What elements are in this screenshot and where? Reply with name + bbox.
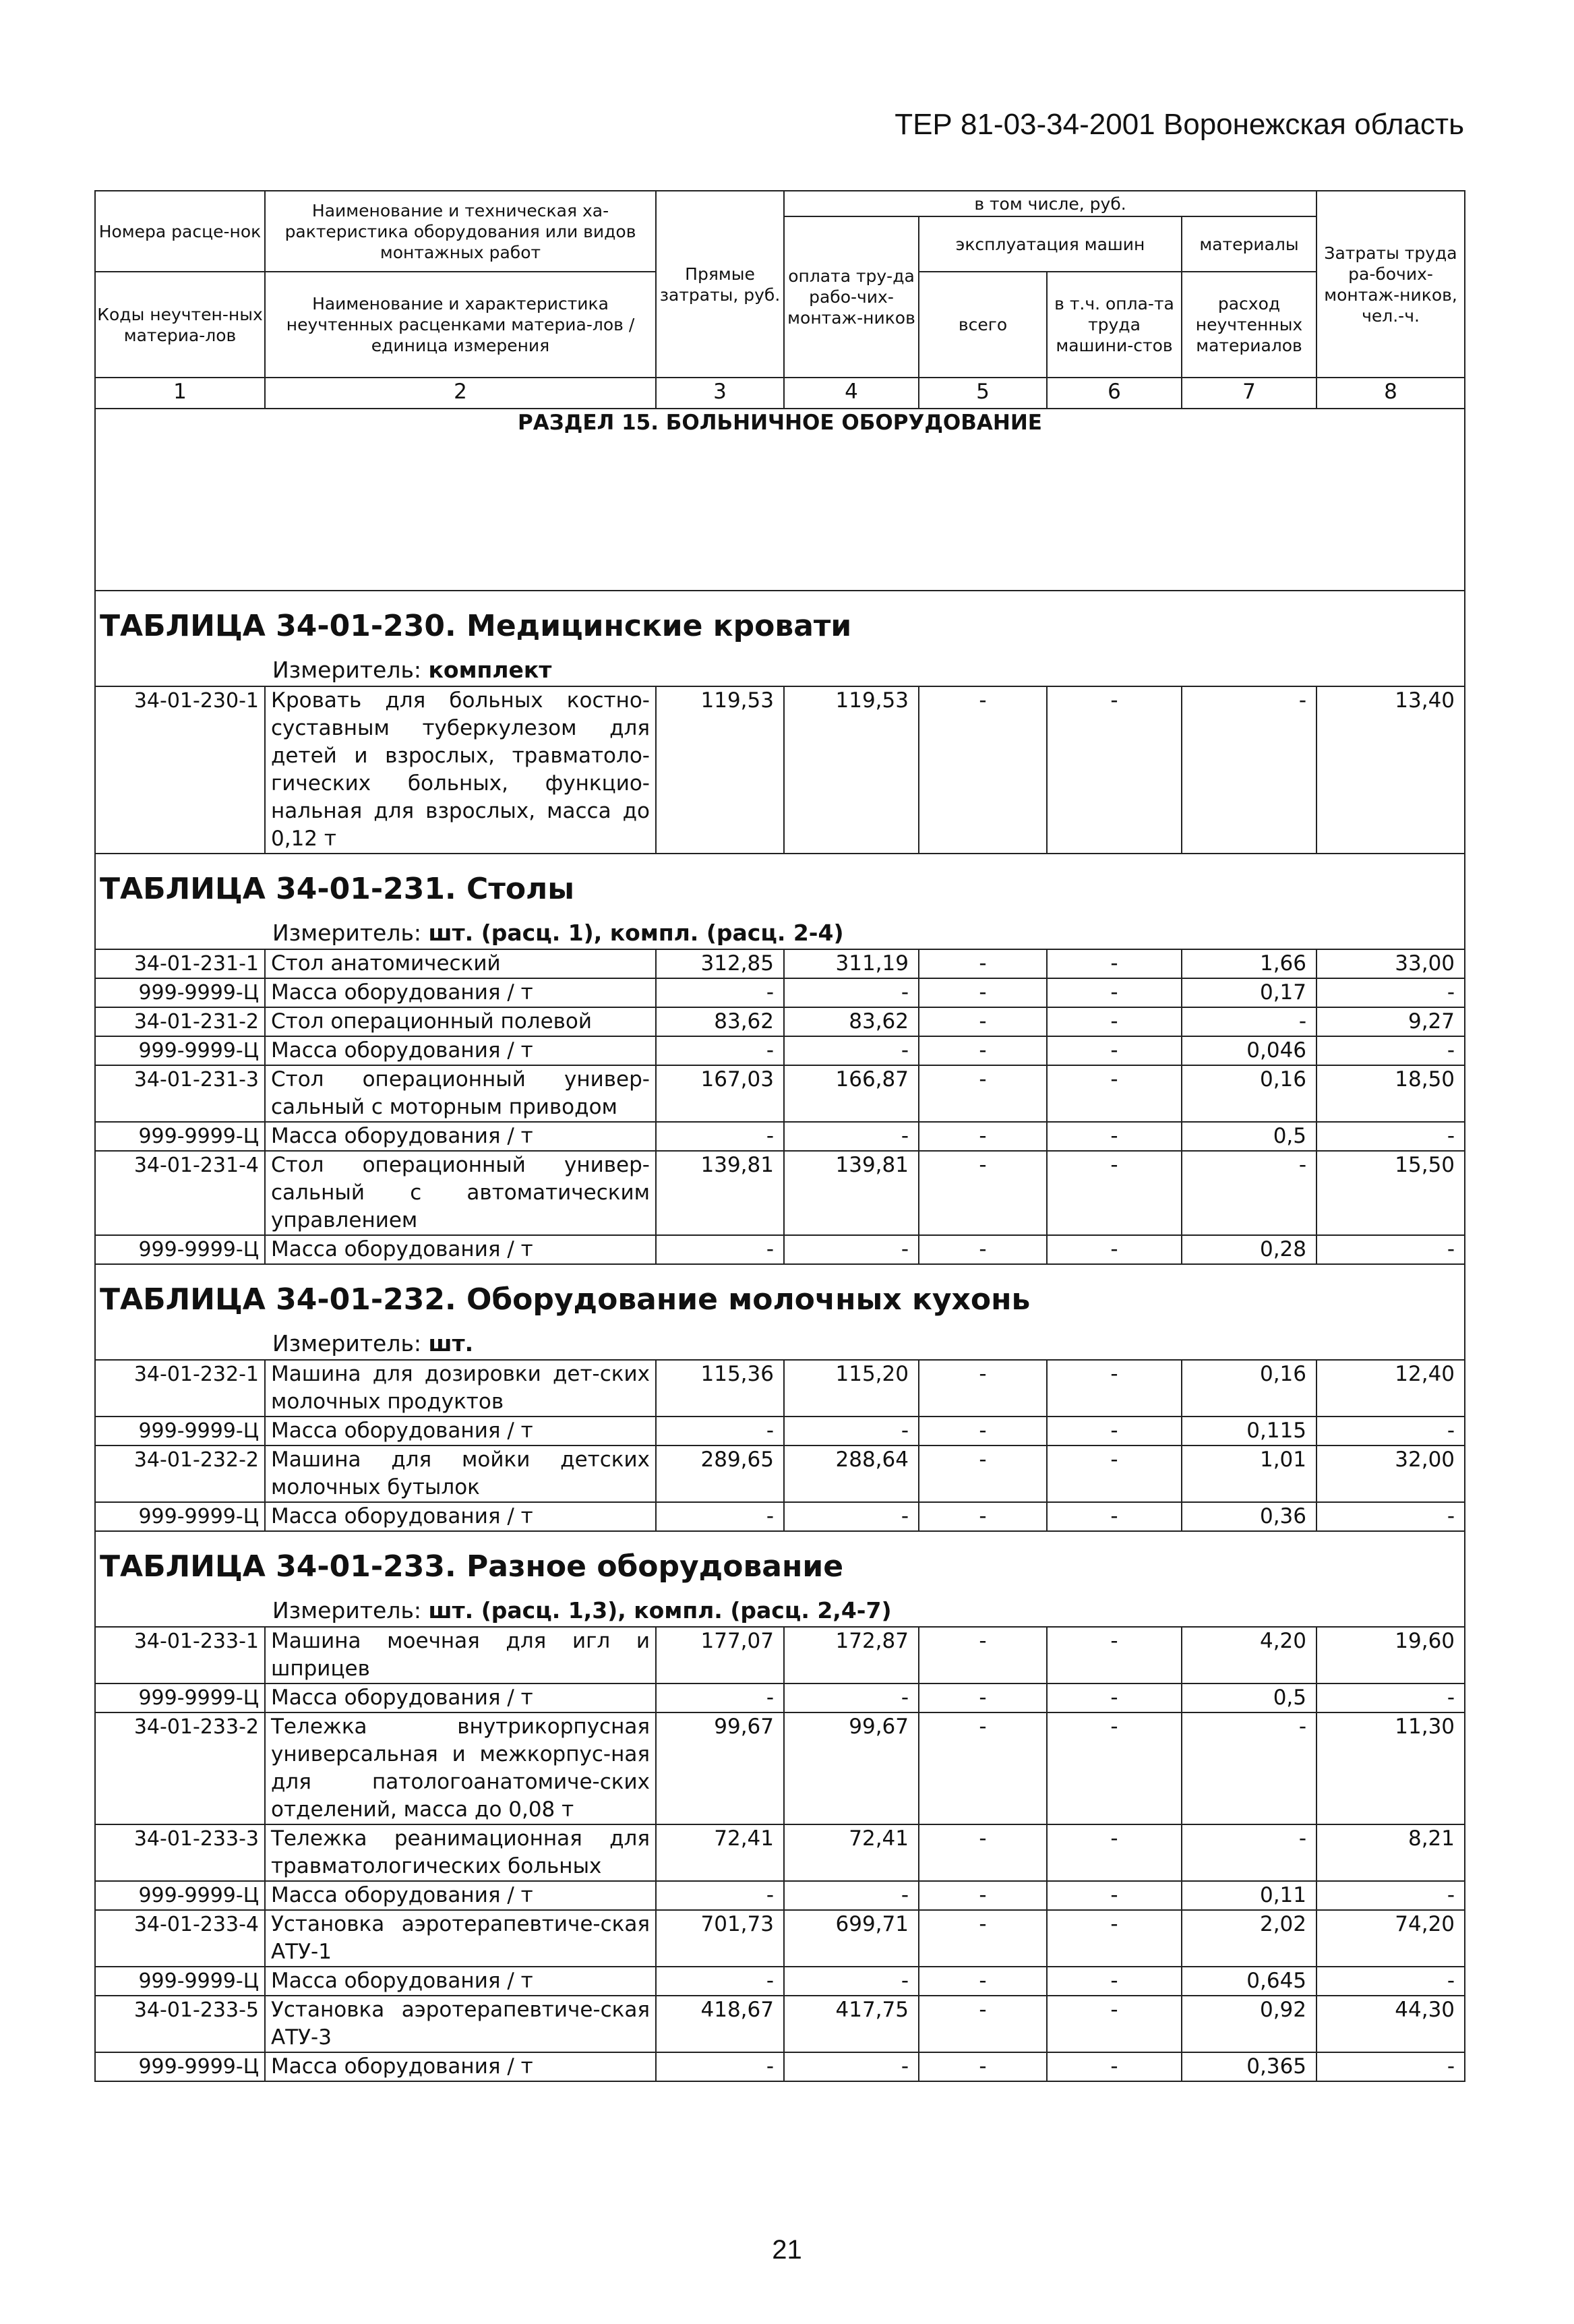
rate-code: 999-9999-Ц [95, 1881, 265, 1910]
item-name: Тележка реанимационная для травматологических больных [265, 1824, 656, 1881]
table-row [95, 2052, 1465, 2081]
machinists-pay: - [1047, 1417, 1182, 1446]
item-name: Масса оборудования / т [265, 1684, 656, 1712]
machinists-pay: - [1047, 1967, 1182, 1996]
labor-hours: - [1316, 978, 1465, 1007]
meter-value: комплект [428, 657, 552, 683]
direct-cost: - [656, 978, 784, 1007]
rate-code: 999-9999-Ц [95, 1122, 265, 1151]
meter-prefix: Измеритель: [272, 920, 429, 946]
table-row [95, 1824, 1465, 1881]
direct-cost: - [656, 1036, 784, 1065]
table-row [95, 1712, 1465, 1824]
labor-pay: - [784, 1235, 919, 1264]
direct-cost: - [656, 1122, 784, 1151]
machinists-pay: - [1047, 1151, 1182, 1235]
labor-hours: - [1316, 1122, 1465, 1151]
item-name: Масса оборудования / т [265, 2052, 656, 2081]
machines-header: эксплуатация машин [919, 216, 1182, 272]
direct-cost: - [656, 2052, 784, 2081]
rate-code: 999-9999-Ц [95, 1235, 265, 1264]
rate-code: 34-01-233-2 [95, 1712, 265, 1824]
col-number: 3 [656, 378, 784, 409]
rate-code: 999-9999-Ц [95, 2052, 265, 2081]
machines-total: - [919, 1007, 1047, 1036]
item-name: Масса оборудования / т [265, 978, 656, 1007]
meter-prefix: Измеритель: [272, 657, 429, 683]
item-name: Машина моечная для игл и шприцев [265, 1627, 656, 1684]
labor-hours: 18,50 [1316, 1065, 1465, 1122]
labor-hours: 11,30 [1316, 1712, 1465, 1824]
labor-hours: - [1316, 1036, 1465, 1065]
machinists-pay: - [1047, 1824, 1182, 1881]
materials-usage: 0,5 [1182, 1122, 1316, 1151]
price-table [94, 190, 1465, 2082]
direct-cost: - [656, 1235, 784, 1264]
table-row [95, 1122, 1465, 1151]
item-name: Установка аэротерапевтиче-ская АТУ-3 [265, 1996, 656, 2052]
machines-total: - [919, 1036, 1047, 1065]
machinists-pay: - [1047, 1065, 1182, 1122]
direct-cost: 289,65 [656, 1446, 784, 1502]
direct-cost: 119,53 [656, 686, 784, 854]
materials-usage: 4,20 [1182, 1627, 1316, 1684]
materials-usage: 0,5 [1182, 1684, 1316, 1712]
materials-usage: - [1182, 1007, 1316, 1036]
materials-usage: 1,66 [1182, 949, 1316, 978]
meter-row [95, 1330, 1465, 1360]
machines-total: - [919, 978, 1047, 1007]
meter-cell [95, 1330, 1465, 1360]
machines-total: - [919, 949, 1047, 978]
col4-header: оплата тру-да рабо-чих-монтаж-ников [784, 216, 919, 378]
labor-pay: 166,87 [784, 1065, 919, 1122]
machines-total: - [919, 1996, 1047, 2052]
labor-pay: 99,67 [784, 1712, 919, 1824]
table-row [95, 1065, 1465, 1122]
table-title-row [95, 1531, 1465, 1597]
item-name: Масса оборудования / т [265, 1235, 656, 1264]
labor-hours: 8,21 [1316, 1824, 1465, 1881]
labor-hours: - [1316, 1967, 1465, 1996]
materials-usage: 0,36 [1182, 1502, 1316, 1531]
rate-code: 999-9999-Ц [95, 978, 265, 1007]
direct-cost: 167,03 [656, 1065, 784, 1122]
labor-pay: 115,20 [784, 1360, 919, 1417]
direct-cost: - [656, 1881, 784, 1910]
col3-header: Прямые затраты, руб. [656, 191, 784, 378]
col2-top-header: Наименование и техническая ха-рактеристика оборудования или видов монтажных работ [265, 191, 656, 272]
materials-usage: 0,365 [1182, 2052, 1316, 2081]
machines-total: - [919, 1502, 1047, 1531]
labor-pay: 288,64 [784, 1446, 919, 1502]
rate-code: 34-01-230-1 [95, 686, 265, 854]
section-row [95, 409, 1465, 591]
machinists-pay: - [1047, 1881, 1182, 1910]
labor-pay: - [784, 1122, 919, 1151]
machines-total: - [919, 1446, 1047, 1502]
page-number: 21 [772, 2235, 802, 2265]
table-row [95, 1910, 1465, 1967]
table-title-row [95, 591, 1465, 656]
meter-prefix: Измеритель: [272, 1597, 429, 1623]
machinists-pay: - [1047, 1235, 1182, 1264]
materials-usage: 0,16 [1182, 1065, 1316, 1122]
item-name: Установка аэротерапевтиче-ская АТУ-1 [265, 1910, 656, 1967]
meter-cell [95, 919, 1465, 949]
table-row [95, 686, 1465, 854]
labor-hours: 9,27 [1316, 1007, 1465, 1036]
table-row [95, 1881, 1465, 1910]
materials-usage: - [1182, 1151, 1316, 1235]
item-name: Стол анатомический [265, 949, 656, 978]
rate-code: 34-01-231-1 [95, 949, 265, 978]
direct-cost: 177,07 [656, 1627, 784, 1684]
labor-pay: 417,75 [784, 1996, 919, 2052]
machines-total: - [919, 1684, 1047, 1712]
table-row [95, 1007, 1465, 1036]
table-row [95, 1417, 1465, 1446]
table-title: ТАБЛИЦА 34-01-230. Медицинские кровати [95, 591, 1465, 656]
rate-code: 999-9999-Ц [95, 1036, 265, 1065]
labor-pay: 139,81 [784, 1151, 919, 1235]
machinists-pay: - [1047, 1502, 1182, 1531]
item-name: Кровать для больных костно-суставным туберкулезом для детей и взрослых, травматоло-гических больных, функцио-нальная для взрослых, масса до 0,12 т [265, 686, 656, 854]
rate-code: 999-9999-Ц [95, 1502, 265, 1531]
labor-hours: 13,40 [1316, 686, 1465, 854]
machinists-pay: - [1047, 949, 1182, 978]
machines-total: - [919, 1910, 1047, 1967]
materials-usage: 1,01 [1182, 1446, 1316, 1502]
table-row [95, 1967, 1465, 1996]
machinists-pay: - [1047, 1627, 1182, 1684]
document-title: ТЕР 81-03-34-2001 Воронежская область [895, 108, 1464, 141]
direct-cost: - [656, 1502, 784, 1531]
col5-header: всего [919, 272, 1047, 378]
labor-pay: - [784, 1502, 919, 1531]
materials-usage: 0,16 [1182, 1360, 1316, 1417]
machines-total: - [919, 1122, 1047, 1151]
item-name: Машина для мойки детских молочных бутылок [265, 1446, 656, 1502]
rate-code: 34-01-233-5 [95, 1996, 265, 2052]
meter-prefix: Измеритель: [272, 1330, 429, 1357]
machines-total: - [919, 1417, 1047, 1446]
direct-cost: - [656, 1967, 784, 1996]
table-title-row [95, 1264, 1465, 1330]
meter-cell [95, 656, 1465, 686]
materials-usage: 0,17 [1182, 978, 1316, 1007]
machines-total: - [919, 1360, 1047, 1417]
col-number: 5 [919, 378, 1047, 409]
rate-code: 34-01-232-1 [95, 1360, 265, 1417]
machines-total: - [919, 1627, 1047, 1684]
table-row [95, 1235, 1465, 1264]
labor-hours: - [1316, 1235, 1465, 1264]
col-number: 8 [1316, 378, 1465, 409]
table-row [95, 949, 1465, 978]
col6-header: в т.ч. опла-та труда машини-стов [1047, 272, 1182, 378]
machinists-pay: - [1047, 1360, 1182, 1417]
materials-usage: 0,92 [1182, 1996, 1316, 2052]
labor-hours: 32,00 [1316, 1446, 1465, 1502]
rate-code: 34-01-231-2 [95, 1007, 265, 1036]
col-number: 1 [95, 378, 265, 409]
table-row [95, 1151, 1465, 1235]
table-row [95, 1360, 1465, 1417]
meter-row [95, 1597, 1465, 1627]
item-name: Тележка внутрикорпусная универсальная и межкорпус-ная для патологоанатомиче-ских отделений, масса до 0,08 т [265, 1712, 656, 1824]
labor-pay: - [784, 978, 919, 1007]
direct-cost: 99,67 [656, 1712, 784, 1824]
machines-total: - [919, 1151, 1047, 1235]
col-number: 4 [784, 378, 919, 409]
labor-pay: - [784, 1881, 919, 1910]
direct-cost: 312,85 [656, 949, 784, 978]
col2-bottom-header: Наименование и характеристика неучтенных расценками материа-лов / единица измерения [265, 272, 656, 378]
labor-pay: 72,41 [784, 1824, 919, 1881]
meter-value: шт. (расц. 1,3), компл. (расц. 2,4-7) [428, 1597, 892, 1623]
labor-hours: 44,30 [1316, 1996, 1465, 2052]
header-row-1 [95, 191, 1465, 216]
machinists-pay: - [1047, 1036, 1182, 1065]
labor-hours: 33,00 [1316, 949, 1465, 978]
labor-hours: - [1316, 2052, 1465, 2081]
materials-usage: 0,28 [1182, 1235, 1316, 1264]
col7-header: расход неучтенных материалов [1182, 272, 1316, 378]
col1-top-header: Номера расце-нок [95, 191, 265, 272]
rate-code: 34-01-233-1 [95, 1627, 265, 1684]
labor-pay: - [784, 1967, 919, 1996]
rate-code: 999-9999-Ц [95, 1967, 265, 1996]
item-name: Стол операционный универ-сальный с автоматическим управлением [265, 1151, 656, 1235]
direct-cost: 139,81 [656, 1151, 784, 1235]
materials-usage: 0,11 [1182, 1881, 1316, 1910]
labor-hours: 19,60 [1316, 1627, 1465, 1684]
table-row [95, 1684, 1465, 1712]
item-name: Масса оборудования / т [265, 1881, 656, 1910]
direct-cost: 418,67 [656, 1996, 784, 2052]
materials-usage: - [1182, 1712, 1316, 1824]
machinists-pay: - [1047, 1910, 1182, 1967]
table-row [95, 978, 1465, 1007]
table-row [95, 1446, 1465, 1502]
table-row [95, 1627, 1465, 1684]
rate-code: 34-01-233-4 [95, 1910, 265, 1967]
machines-total: - [919, 1712, 1047, 1824]
meter-row [95, 919, 1465, 949]
labor-hours: 15,50 [1316, 1151, 1465, 1235]
item-name: Стол операционный универ-сальный с моторным приводом [265, 1065, 656, 1122]
table-title: ТАБЛИЦА 34-01-231. Столы [95, 854, 1465, 919]
meter-value: шт. [428, 1330, 474, 1357]
labor-hours: 74,20 [1316, 1910, 1465, 1967]
machinists-pay: - [1047, 1996, 1182, 2052]
machines-total: - [919, 2052, 1047, 2081]
machinists-pay: - [1047, 2052, 1182, 2081]
labor-hours: - [1316, 1684, 1465, 1712]
meter-cell [95, 1597, 1465, 1627]
machinists-pay: - [1047, 1007, 1182, 1036]
table-row [95, 1996, 1465, 2052]
labor-pay: 172,87 [784, 1627, 919, 1684]
item-name: Масса оборудования / т [265, 1967, 656, 1996]
item-name: Масса оборудования / т [265, 1417, 656, 1446]
labor-pay: 119,53 [784, 686, 919, 854]
table-row [95, 1036, 1465, 1065]
table-row [95, 1502, 1465, 1531]
direct-cost: - [656, 1684, 784, 1712]
table-title: ТАБЛИЦА 34-01-232. Оборудование молочных кухонь [95, 1264, 1465, 1330]
rate-code: 999-9999-Ц [95, 1417, 265, 1446]
machines-total: - [919, 1065, 1047, 1122]
materials-usage: 0,645 [1182, 1967, 1316, 1996]
item-name: Машина для дозировки дет-ских молочных продуктов [265, 1360, 656, 1417]
item-name: Масса оборудования / т [265, 1502, 656, 1531]
labor-pay: - [784, 2052, 919, 2081]
table-body [95, 191, 1465, 2081]
machinists-pay: - [1047, 1446, 1182, 1502]
section-title: РАЗДЕЛ 15. БОЛЬНИЧНОЕ ОБОРУДОВАНИЕ [95, 409, 1465, 591]
machines-total: - [919, 686, 1047, 854]
item-name: Масса оборудования / т [265, 1036, 656, 1065]
machines-total: - [919, 1235, 1047, 1264]
table-title-row [95, 854, 1465, 919]
direct-cost: - [656, 1417, 784, 1446]
machinists-pay: - [1047, 686, 1182, 854]
direct-cost: 83,62 [656, 1007, 784, 1036]
meter-row [95, 656, 1465, 686]
labor-pay: 83,62 [784, 1007, 919, 1036]
labor-hours: - [1316, 1881, 1465, 1910]
materials-usage: - [1182, 686, 1316, 854]
rate-code: 34-01-231-3 [95, 1065, 265, 1122]
materials-usage: 0,115 [1182, 1417, 1316, 1446]
labor-hours: - [1316, 1417, 1465, 1446]
machines-total: - [919, 1824, 1047, 1881]
machines-total: - [919, 1967, 1047, 1996]
machinists-pay: - [1047, 1712, 1182, 1824]
table-title: ТАБЛИЦА 34-01-233. Разное оборудование [95, 1531, 1465, 1597]
machines-total: - [919, 1881, 1047, 1910]
col-number: 2 [265, 378, 656, 409]
materials-usage: 2,02 [1182, 1910, 1316, 1967]
materials-usage: - [1182, 1824, 1316, 1881]
col8-header: Затраты труда ра-бочих-монтаж-ников, чел.-ч. [1316, 191, 1465, 378]
labor-hours: - [1316, 1502, 1465, 1531]
machinists-pay: - [1047, 1684, 1182, 1712]
col-number: 7 [1182, 378, 1316, 409]
col-number: 6 [1047, 378, 1182, 409]
direct-cost: 72,41 [656, 1824, 784, 1881]
machinists-pay: - [1047, 978, 1182, 1007]
labor-pay: 311,19 [784, 949, 919, 978]
item-name: Масса оборудования / т [265, 1122, 656, 1151]
direct-cost: 115,36 [656, 1360, 784, 1417]
labor-pay: - [784, 1684, 919, 1712]
materials-usage: 0,046 [1182, 1036, 1316, 1065]
col1-bottom-header: Коды неучтен-ных материа-лов [95, 272, 265, 378]
materials-header: материалы [1182, 216, 1316, 272]
column-numbers-row [95, 378, 1465, 409]
direct-cost: 701,73 [656, 1910, 784, 1967]
meter-value: шт. (расц. 1), компл. (расц. 2-4) [428, 920, 844, 946]
labor-pay: - [784, 1036, 919, 1065]
group-header: в том числе, руб. [784, 191, 1316, 216]
machinists-pay: - [1047, 1122, 1182, 1151]
rate-code: 34-01-231-4 [95, 1151, 265, 1235]
labor-hours: 12,40 [1316, 1360, 1465, 1417]
labor-pay: 699,71 [784, 1910, 919, 1967]
rate-code: 34-01-233-3 [95, 1824, 265, 1881]
rate-code: 34-01-232-2 [95, 1446, 265, 1502]
item-name: Стол операционный полевой [265, 1007, 656, 1036]
labor-pay: - [784, 1417, 919, 1446]
rate-code: 999-9999-Ц [95, 1684, 265, 1712]
